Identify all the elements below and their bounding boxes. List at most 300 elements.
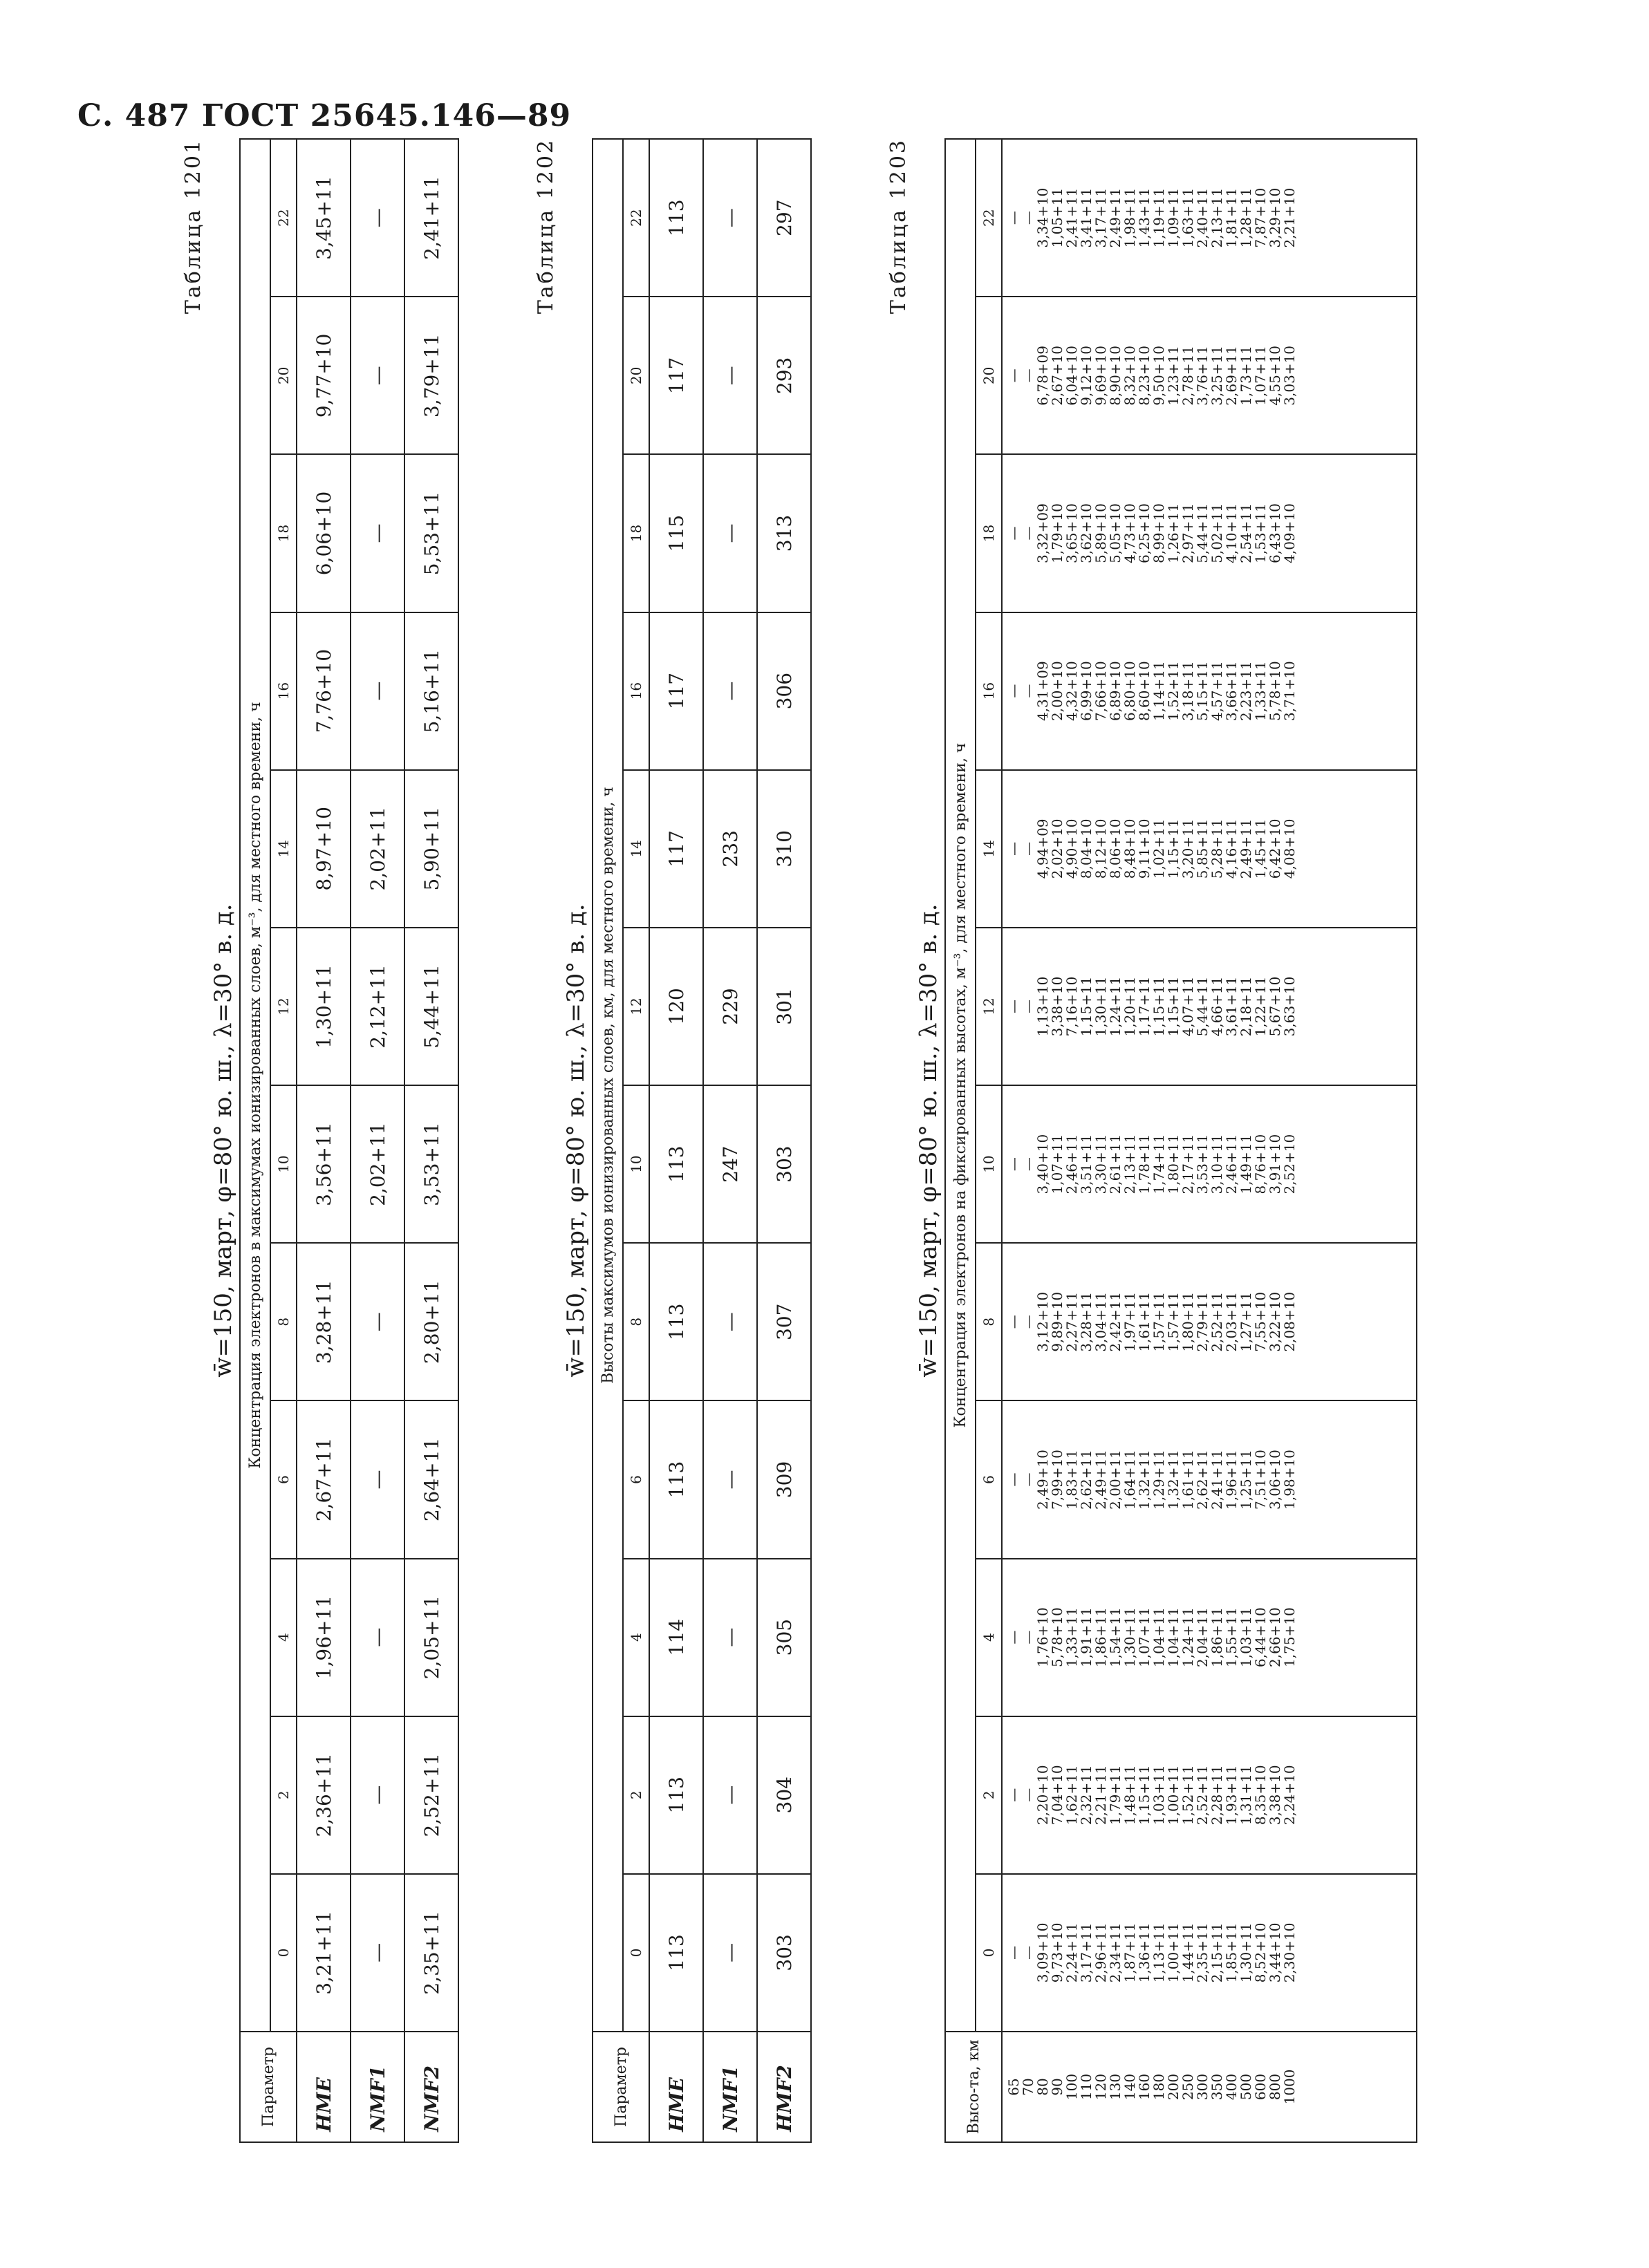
altitude-value: 120 — [1092, 2073, 1109, 2101]
altitude-value: 800 — [1267, 2073, 1283, 2101]
hour-cell: 6 — [623, 1400, 649, 1558]
value-cell: 2,62+11 — [1194, 1450, 1211, 1510]
value-cell: 2,13+11 — [1121, 1134, 1138, 1194]
value-cell: 229 — [703, 928, 757, 1085]
value-cell: 1,13+11 — [1150, 1922, 1167, 1983]
altitude-value: 110 — [1078, 2073, 1094, 2101]
value-cell: 3,17+11 — [1078, 1922, 1094, 1983]
value-cell: 114 — [649, 1559, 703, 1716]
value-cell: 3,18+11 — [1180, 661, 1196, 722]
value-cell: 2,15+11 — [1209, 1922, 1225, 1983]
value-cell: 2,23+11 — [1238, 661, 1254, 722]
value-cell: 2,41+11 — [404, 139, 458, 297]
hour-cell: 22 — [270, 139, 297, 297]
value-cell: — — [351, 1716, 404, 1874]
param-name: HME — [649, 2032, 703, 2142]
value-cell: 1,78+11 — [1136, 1134, 1153, 1194]
value-cell: 8,06+10 — [1107, 818, 1124, 879]
hour-cell: 10 — [976, 1085, 1002, 1243]
value-cell: 1,27+11 — [1238, 1291, 1254, 1352]
value-cell: — — [1020, 526, 1036, 541]
value-cell: 1,55+11 — [1223, 1607, 1240, 1667]
value-cell: 1,48+11 — [1121, 1765, 1138, 1826]
hour-cell: 8 — [623, 1243, 649, 1400]
value-cell: — — [1005, 1630, 1022, 1644]
value-cell: 2,36+11 — [297, 1716, 351, 1874]
hour-cell: 4 — [270, 1559, 297, 1716]
value-cell: 1,04+11 — [1150, 1607, 1167, 1667]
value-cell: 6,89+10 — [1107, 661, 1124, 722]
value-column — [1002, 1085, 1417, 1243]
value-cell: 5,85+11 — [1194, 818, 1211, 879]
value-cell: 1,07+11 — [1136, 1607, 1153, 1667]
value-cell: — — [351, 297, 404, 454]
value-column — [1002, 770, 1417, 928]
value-cell: 1,23+11 — [1165, 345, 1182, 406]
value-cell: 3,53+11 — [404, 1085, 458, 1243]
value-cell: 307 — [757, 1243, 811, 1400]
value-cell: 1,79+10 — [1049, 503, 1065, 563]
table-1203 — [944, 138, 1417, 2143]
value-cell: 3,17+11 — [1092, 187, 1109, 248]
value-cell: 113 — [649, 1874, 703, 2032]
value-cell: 2,66+10 — [1267, 1607, 1283, 1667]
value-cell: — — [1020, 211, 1036, 225]
value-cell: 1,05+11 — [1049, 187, 1065, 248]
hour-cell: 22 — [623, 139, 649, 297]
hour-cell: 0 — [976, 1874, 1002, 2032]
value-cell: 7,66+10 — [1092, 661, 1109, 722]
table-1202 — [592, 138, 812, 2143]
value-column — [1002, 1400, 1417, 1558]
value-cell: 1,53+11 — [1252, 503, 1269, 563]
value-cell: 2,97+11 — [1180, 503, 1196, 563]
value-cell: — — [1020, 1157, 1036, 1172]
value-cell: — — [1005, 1157, 1022, 1172]
value-cell: 4,08+10 — [1281, 818, 1298, 879]
value-cell: 3,40+10 — [1034, 1134, 1051, 1194]
value-cell: 297 — [757, 139, 811, 297]
table-body-row — [1002, 139, 1417, 2142]
value-cell: 2,52+10 — [1281, 1134, 1298, 1194]
altitude-value: 90 — [1049, 2078, 1065, 2096]
value-cell: 1,98+10 — [1281, 1450, 1298, 1510]
value-column — [1002, 1243, 1417, 1400]
value-cell: 8,52+10 — [1252, 1922, 1269, 1983]
value-cell: 3,76+11 — [1194, 345, 1211, 406]
value-cell: 1,61+11 — [1180, 1450, 1196, 1510]
value-cell: 1,32+11 — [1136, 1450, 1153, 1510]
param-header: Параметр — [593, 2032, 649, 2142]
value-cell: 9,12+10 — [1078, 345, 1094, 406]
value-cell: 3,45+11 — [297, 139, 351, 297]
value-cell: 1,96+11 — [1223, 1450, 1240, 1510]
value-cell: 4,16+11 — [1223, 818, 1240, 879]
value-cell: 1,79+11 — [1107, 1765, 1124, 1826]
value-cell: 3,20+11 — [1180, 818, 1196, 879]
value-cell: — — [1020, 999, 1036, 1013]
value-cell: 1,85+11 — [1223, 1922, 1240, 1983]
value-cell: 9,77+10 — [297, 297, 351, 454]
hours-row — [623, 139, 649, 2142]
value-cell: — — [1020, 1788, 1036, 1802]
value-cell: 8,76+10 — [1252, 1134, 1269, 1194]
value-cell: 293 — [757, 297, 811, 454]
value-cell: 1,97+11 — [1121, 1291, 1138, 1352]
value-cell: 8,04+10 — [1078, 818, 1094, 879]
hour-cell: 18 — [976, 454, 1002, 612]
value-cell: 1,45+11 — [1252, 818, 1269, 879]
value-cell: 1,29+11 — [1150, 1450, 1167, 1510]
value-cell: 3,63+10 — [1281, 976, 1298, 1037]
table-row — [757, 139, 811, 2142]
value-cell: 8,90+10 — [1107, 345, 1124, 406]
value-cell: 4,09+10 — [1281, 503, 1298, 563]
value-cell: 3,65+10 — [1063, 503, 1080, 563]
hour-cell: 18 — [270, 454, 297, 612]
value-cell: — — [1005, 684, 1022, 698]
value-cell: 6,06+10 — [297, 454, 351, 612]
value-cell: — — [351, 1874, 404, 2032]
table-row — [297, 139, 351, 2142]
value-cell: 3,61+11 — [1223, 976, 1240, 1037]
value-cell: 3,56+11 — [297, 1085, 351, 1243]
value-cell: 1,14+11 — [1150, 661, 1167, 722]
value-cell: 1,52+11 — [1165, 661, 1182, 722]
value-cell: 1,15+11 — [1150, 976, 1167, 1037]
altitude-value: 140 — [1121, 2073, 1138, 2101]
value-cell: — — [1005, 999, 1022, 1013]
value-cell: 4,31+09 — [1034, 661, 1051, 722]
value-cell: 6,04+10 — [1063, 345, 1080, 406]
value-cell: 2,46+11 — [1223, 1134, 1240, 1194]
value-cell: 6,99+10 — [1078, 661, 1094, 722]
hours-row — [270, 139, 297, 2142]
value-cell: 120 — [649, 928, 703, 1085]
value-cell: 117 — [649, 297, 703, 454]
value-cell: — — [351, 612, 404, 770]
value-cell: — — [703, 139, 757, 297]
value-cell: 2,17+11 — [1180, 1134, 1196, 1194]
hour-cell: 0 — [623, 1874, 649, 2032]
value-cell: 3,62+10 — [1078, 503, 1094, 563]
value-cell: 3,71+10 — [1281, 661, 1298, 722]
value-cell: 3,51+11 — [1078, 1134, 1094, 1194]
table-subtitle: w̄=150, март, φ=80° ю. ш., λ=30° в. д. — [915, 903, 942, 1378]
value-cell: 5,78+10 — [1267, 661, 1283, 722]
hour-cell: 14 — [270, 770, 297, 928]
value-cell: 1,57+11 — [1150, 1291, 1167, 1352]
value-cell: 2,21+10 — [1281, 187, 1298, 248]
value-cell: 1,81+11 — [1223, 187, 1240, 248]
table-1201 — [239, 138, 459, 2143]
value-cell: 2,96+11 — [1092, 1922, 1109, 1983]
value-cell: 1,87+11 — [1121, 1922, 1138, 1983]
value-cell: — — [1020, 684, 1036, 698]
value-cell: 2,67+10 — [1049, 345, 1065, 406]
value-cell: 1,80+11 — [1180, 1291, 1196, 1352]
value-cell: 2,13+11 — [1209, 187, 1225, 248]
value-cell: 1,32+11 — [1165, 1450, 1182, 1510]
altitude-value: 65 — [1005, 2078, 1022, 2096]
value-cell: 1,19+11 — [1150, 187, 1167, 248]
value-cell: 9,89+10 — [1049, 1291, 1065, 1352]
value-cell: 5,44+11 — [404, 928, 458, 1085]
value-cell: 306 — [757, 612, 811, 770]
value-cell: 5,67+10 — [1267, 976, 1283, 1037]
value-cell: 6,80+10 — [1121, 661, 1138, 722]
value-cell: 233 — [703, 770, 757, 928]
value-cell: 2,40+11 — [1194, 187, 1211, 248]
hour-cell: 12 — [623, 928, 649, 1085]
value-cell: 113 — [649, 1085, 703, 1243]
value-cell: 113 — [649, 1243, 703, 1400]
value-cell: 305 — [757, 1559, 811, 1716]
value-cell: 2,54+11 — [1238, 503, 1254, 563]
value-cell: 1,30+11 — [1121, 1607, 1138, 1667]
value-cell: 8,35+10 — [1252, 1765, 1269, 1826]
value-cell: 2,41+11 — [1063, 187, 1080, 248]
value-cell: 4,66+11 — [1209, 976, 1225, 1037]
value-cell: 6,42+10 — [1267, 818, 1283, 879]
value-cell: 1,54+11 — [1107, 1607, 1124, 1667]
param-name: NMF1 — [703, 2032, 757, 2142]
value-cell: — — [351, 1243, 404, 1400]
hour-cell: 10 — [623, 1085, 649, 1243]
value-cell: 3,28+11 — [297, 1243, 351, 1400]
value-cell: 1,15+11 — [1165, 976, 1182, 1037]
value-cell: 7,87+10 — [1252, 187, 1269, 248]
value-cell: 3,34+10 — [1034, 187, 1051, 248]
param-name: HMF2 — [757, 2032, 811, 2142]
table-row — [649, 139, 703, 2142]
value-cell: — — [1005, 841, 1022, 856]
value-cell: 1,98+11 — [1121, 187, 1138, 248]
value-cell: 2,69+11 — [1223, 345, 1240, 406]
value-cell: — — [703, 1243, 757, 1400]
value-cell: 5,02+11 — [1209, 503, 1225, 563]
altitude-value: 600 — [1252, 2073, 1269, 2101]
hour-cell: 4 — [623, 1559, 649, 1716]
value-cell: — — [1020, 1945, 1036, 1960]
value-cell: 5,90+11 — [404, 770, 458, 928]
value-cell: 4,07+11 — [1180, 976, 1196, 1037]
hour-cell: 8 — [976, 1243, 1002, 1400]
value-cell: — — [1005, 1788, 1022, 1802]
value-cell: 3,91+10 — [1267, 1134, 1283, 1194]
value-cell: 304 — [757, 1716, 811, 1874]
value-cell: — — [703, 1716, 757, 1874]
value-cell: 3,12+10 — [1034, 1291, 1051, 1352]
value-cell: 1,09+11 — [1165, 187, 1182, 248]
hour-cell: 2 — [270, 1716, 297, 1874]
value-cell: 8,48+10 — [1121, 818, 1138, 879]
altitude-value: 160 — [1136, 2073, 1153, 2101]
value-cell: 3,30+11 — [1092, 1134, 1109, 1194]
value-cell: 2,24+11 — [1063, 1922, 1080, 1983]
value-cell: 2,52+11 — [1194, 1765, 1211, 1826]
value-cell: 2,24+10 — [1281, 1765, 1298, 1826]
value-cell: 1,33+11 — [1063, 1607, 1080, 1667]
value-cell: 2,62+11 — [1078, 1450, 1094, 1510]
value-cell: 117 — [649, 612, 703, 770]
value-column — [1002, 297, 1417, 454]
table-caption: Высоты максимумов ионизированных слоев, км, для местного времени, ч — [593, 139, 623, 2032]
value-column — [1002, 928, 1417, 1085]
value-cell: 9,69+10 — [1092, 345, 1109, 406]
altitude-value: 500 — [1238, 2073, 1254, 2101]
value-cell: 113 — [649, 1716, 703, 1874]
value-cell: 3,28+11 — [1078, 1291, 1094, 1352]
value-cell: — — [1005, 1315, 1022, 1329]
altitude-value: 130 — [1107, 2073, 1124, 2101]
value-cell: 2,80+11 — [404, 1243, 458, 1400]
value-cell: 2,52+11 — [1209, 1291, 1225, 1352]
value-cell: 1,36+11 — [1136, 1922, 1153, 1983]
value-cell: 5,53+11 — [404, 454, 458, 612]
value-cell: 3,66+11 — [1223, 661, 1240, 722]
value-cell: 6,78+09 — [1034, 345, 1051, 406]
value-cell: 303 — [757, 1085, 811, 1243]
value-cell: 1,24+11 — [1107, 976, 1124, 1037]
value-cell: 313 — [757, 454, 811, 612]
value-cell: 2,64+11 — [404, 1400, 458, 1558]
table-row — [404, 139, 458, 2142]
value-cell: 1,52+11 — [1180, 1765, 1196, 1826]
value-cell: 2,42+11 — [1107, 1291, 1124, 1352]
hour-cell: 2 — [976, 1716, 1002, 1874]
hour-cell: 4 — [976, 1559, 1002, 1716]
hour-cell: 22 — [976, 139, 1002, 297]
value-cell: 113 — [649, 139, 703, 297]
value-cell: 2,52+11 — [404, 1716, 458, 1874]
value-cell: — — [1005, 211, 1022, 225]
value-cell: 1,30+11 — [1092, 976, 1109, 1037]
value-cell: 117 — [649, 770, 703, 928]
value-cell: — — [1020, 1630, 1036, 1644]
value-cell: 2,28+11 — [1209, 1765, 1225, 1826]
param-name: NMF2 — [404, 2032, 458, 2142]
value-cell: — — [1020, 1315, 1036, 1329]
value-cell: 1,64+11 — [1121, 1450, 1138, 1510]
value-cell: 1,03+11 — [1238, 1607, 1254, 1667]
value-cell: 303 — [757, 1874, 811, 2032]
value-cell: 2,00+11 — [1107, 1450, 1124, 1510]
table-subtitle: w̄=150, март, φ=80° ю. ш., λ=30° в. д. — [209, 903, 237, 1378]
value-column — [1002, 1874, 1417, 2032]
value-cell: 1,73+11 — [1238, 345, 1254, 406]
value-cell: 8,23+10 — [1136, 345, 1153, 406]
value-cell: 1,00+11 — [1165, 1765, 1182, 1826]
value-cell: 3,03+10 — [1281, 345, 1298, 406]
value-cell: 2,32+11 — [1078, 1765, 1094, 1826]
value-cell: — — [351, 1400, 404, 1558]
value-cell: 2,18+11 — [1238, 976, 1254, 1037]
value-cell: 301 — [757, 928, 811, 1085]
value-cell: 8,97+10 — [297, 770, 351, 928]
value-cell: 1,22+11 — [1252, 976, 1269, 1037]
value-cell: 1,75+10 — [1281, 1607, 1298, 1667]
hour-cell: 10 — [270, 1085, 297, 1243]
value-cell: 1,83+11 — [1063, 1450, 1080, 1510]
value-cell: — — [703, 612, 757, 770]
value-cell: — — [1005, 526, 1022, 541]
altitude-value: 300 — [1194, 2073, 1211, 2101]
value-cell: 7,55+10 — [1252, 1291, 1269, 1352]
value-cell: 1,76+10 — [1034, 1607, 1051, 1667]
value-cell: 1,43+11 — [1136, 187, 1153, 248]
value-cell: 3,25+11 — [1209, 345, 1225, 406]
hour-cell: 18 — [623, 454, 649, 612]
value-cell: 1,20+11 — [1121, 976, 1138, 1037]
value-cell: 113 — [649, 1400, 703, 1558]
value-cell: 4,90+10 — [1063, 818, 1080, 879]
param-name: HME — [297, 2032, 351, 2142]
hour-cell: 16 — [270, 612, 297, 770]
value-cell: 115 — [649, 454, 703, 612]
value-cell: 2,79+11 — [1194, 1291, 1211, 1352]
value-column — [1002, 139, 1417, 297]
value-cell: 1,31+11 — [1238, 1765, 1254, 1826]
hour-cell: 20 — [270, 297, 297, 454]
value-cell: 3,04+11 — [1092, 1291, 1109, 1352]
value-cell: 5,89+10 — [1092, 503, 1109, 563]
hour-cell: 2 — [623, 1716, 649, 1874]
table-label: Таблица 1202 — [534, 138, 558, 315]
value-cell: 1,86+11 — [1092, 1607, 1109, 1667]
value-cell: 247 — [703, 1085, 757, 1243]
value-cell: 2,02+11 — [351, 1085, 404, 1243]
value-cell: 1,04+11 — [1165, 1607, 1182, 1667]
hour-cell: 8 — [270, 1243, 297, 1400]
value-cell: — — [703, 1400, 757, 1558]
value-cell: 6,25+10 — [1136, 503, 1153, 563]
value-cell: — — [1020, 1472, 1036, 1487]
hour-cell: 6 — [976, 1400, 1002, 1558]
value-cell: — — [351, 454, 404, 612]
value-cell: 2,35+11 — [1194, 1922, 1211, 1983]
hour-cell: 12 — [270, 928, 297, 1085]
value-cell: 4,73+10 — [1121, 503, 1138, 563]
value-cell: 1,74+11 — [1150, 1134, 1167, 1194]
altitude-value: 70 — [1020, 2078, 1036, 2096]
value-cell: 6,43+10 — [1267, 503, 1283, 563]
value-cell: 2,41+11 — [1209, 1450, 1225, 1510]
value-cell: 3,29+10 — [1267, 187, 1283, 248]
value-cell: 1,13+10 — [1034, 976, 1051, 1037]
value-cell: 4,57+11 — [1209, 661, 1225, 722]
altitude-value: 250 — [1180, 2073, 1196, 2101]
value-cell: 8,32+10 — [1121, 345, 1138, 406]
value-cell: 2,02+10 — [1049, 818, 1065, 879]
value-cell: — — [1005, 368, 1022, 383]
value-cell: — — [1020, 841, 1036, 856]
table-1201-block — [180, 138, 459, 2143]
table-label: Таблица 1201 — [181, 138, 205, 315]
value-cell: 1,07+11 — [1049, 1134, 1065, 1194]
value-cell: 2,49+11 — [1107, 187, 1124, 248]
value-cell: 3,21+11 — [297, 1874, 351, 2032]
value-cell: 1,15+11 — [1165, 818, 1182, 879]
value-cell: 1,62+11 — [1063, 1765, 1080, 1826]
value-cell: 7,99+10 — [1049, 1450, 1065, 1510]
value-cell: 1,57+11 — [1165, 1291, 1182, 1352]
value-cell: 5,78+10 — [1049, 1607, 1065, 1667]
value-cell: 2,46+11 — [1063, 1134, 1080, 1194]
table-caption: Концентрация электронов в максимумах ионизированных слоев, м⁻³, для местного времени, ч — [240, 139, 270, 2032]
value-cell: 4,94+09 — [1034, 818, 1051, 879]
value-cell: 3,41+11 — [1078, 187, 1094, 248]
